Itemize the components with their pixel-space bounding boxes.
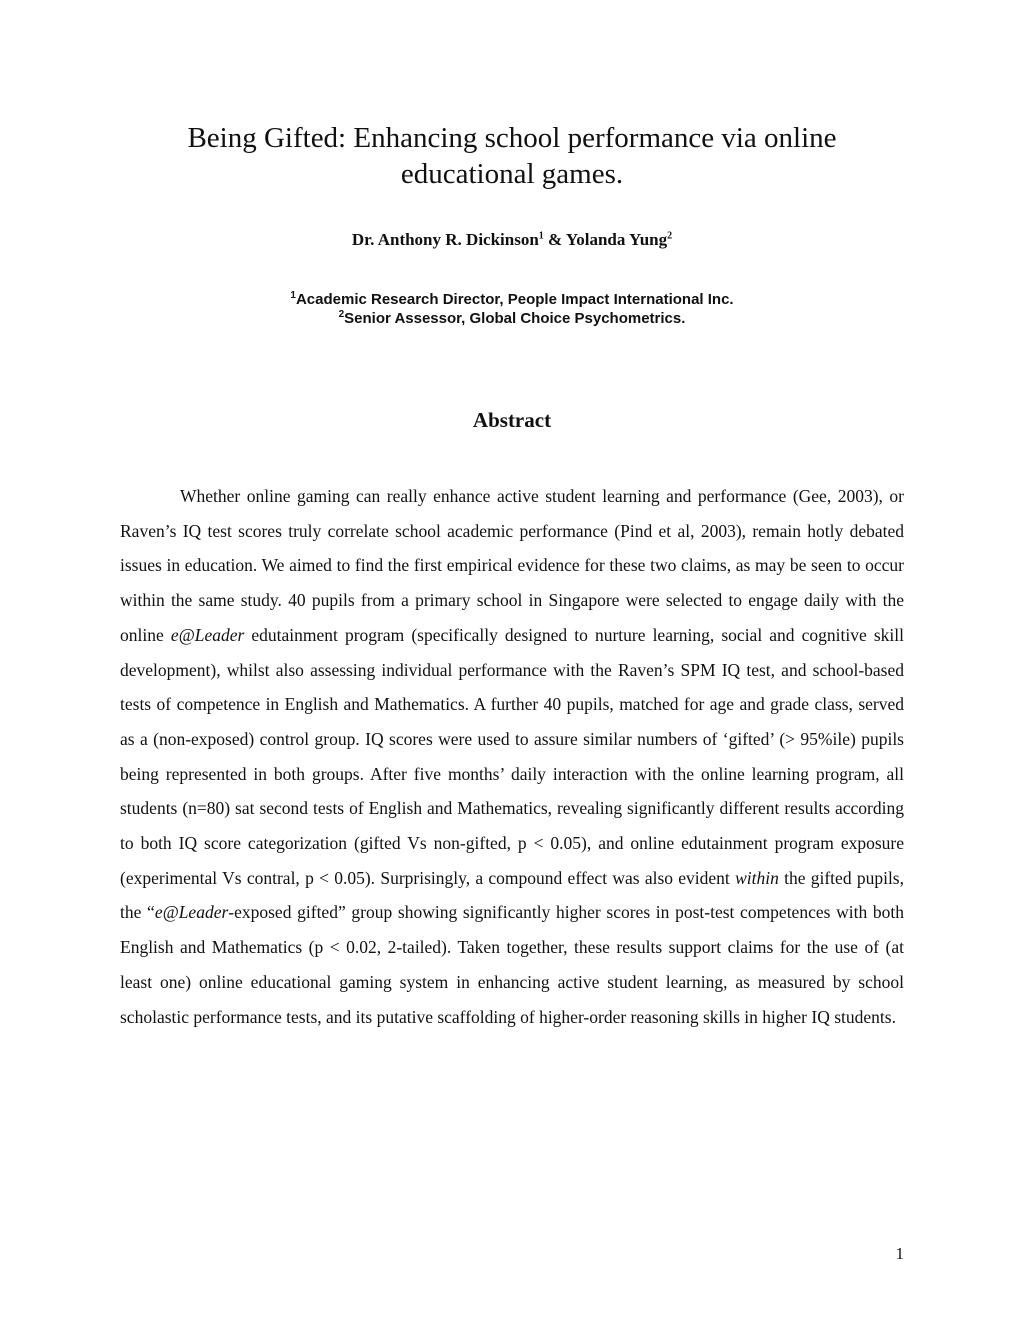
affiliation-2 (120, 309, 904, 328)
author-2-name: Yolanda Yung (565, 230, 668, 249)
paper-title (120, 120, 904, 192)
abstract-text-2: edutainment program (specifically designed to nurture learning, social and cognitive skill development), whilst also assessing individual performance with the Raven’s SPM IQ test, and school-based tests of competence in English and Mathematics. A further 40 pupils, matched for age and grade class, served as a (non-exposed) control group. IQ scores were used to assure similar numbers of ‘gifted’ (> 95%ile) pupils being represented in both groups. After five months’ daily interaction with the online learning program, all students (n=80) sat second tests of English and Mathematics, revealing significantly different results according to both IQ score categorization (gifted Vs non-gifted, p < 0.05), and online edutainment program exposure (experimental Vs contral, p < 0.05). Surprisingly, a compound effect was also evident (120, 624, 905, 888)
author-2-affiliation-mark: 2 (667, 230, 673, 242)
abstract-italic-program-name-2: e@Leader (154, 902, 229, 923)
affiliation-1 (120, 290, 904, 309)
title-line-2: educational games. (400, 158, 624, 190)
author-line (120, 230, 904, 250)
author-1-affiliation-mark: 1 (538, 230, 544, 242)
affiliation-2-text: Senior Assessor, Global Choice Psychometrics. (344, 310, 686, 327)
affiliation-1-text: Academic Research Director, People Impact International Inc. (295, 291, 734, 308)
abstract-text-1: Whether online gaming can really enhance active student learning and performance (Gee, 2003), or Raven’s IQ test scores truly correlate school academic performance (Pind et al, 2003), remain hotly debated issues in education. We aimed to find the first empirical evidence for these two claims, as may be seen to occur within the same study. 40 pupils from a primary school in Singapore were selected to engage daily with the online (120, 486, 904, 645)
abstract-heading: Abstract (472, 408, 552, 432)
affiliation-1-mark: 1 (290, 290, 296, 301)
author-1-name: Dr. Anthony R. Dickinson (351, 230, 539, 249)
title-line-1: Being Gifted: Enhancing school performance via online (187, 122, 837, 154)
abstract-italic-within: within (735, 867, 779, 888)
abstract-italic-program-name: e@Leader (170, 624, 245, 645)
affiliation-2-mark: 2 (338, 309, 345, 320)
author-separator: & (543, 230, 566, 249)
affiliations (120, 290, 904, 328)
abstract-paragraph (120, 479, 904, 1034)
abstract-text-4: -exposed gifted” group showing significantly higher scores in post-test competences with both English and Mathematics (p < 0.02, 2-tailed). Taken together, these results support claims for the use of (at least one) online educational gaming system in enhancing active student learning, as measured by school scholastic performance tests, and its putative scaffolding of higher-order reasoning skills in higher IQ students. (120, 902, 904, 1027)
page-number: 1 (895, 1244, 904, 1263)
abstract-text-3: the gifted pupils, the “ (120, 867, 904, 923)
